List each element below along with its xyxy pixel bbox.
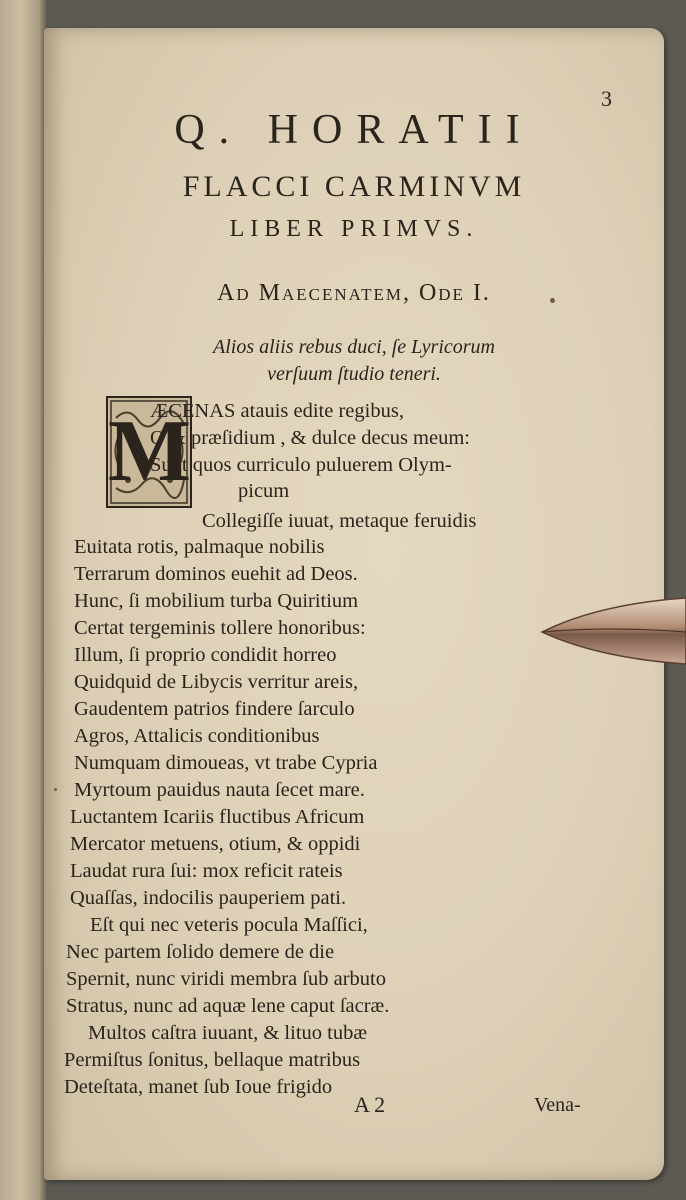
- verse-line-21: Spernit, nunc viridi membra ſub arbuto: [66, 968, 386, 990]
- verse-line-24: Permiſtus ſonitus, bellaque matribus: [64, 1049, 361, 1071]
- paper-speck: [550, 298, 555, 303]
- argument-line-2: verſuum ſtudio teneri.: [267, 363, 441, 385]
- argument-line-1: Alios aliis rebus duci, ſe Lyricorum: [213, 336, 495, 358]
- verse-line-11: Gaudentem patrios findere ſarculo: [74, 698, 355, 720]
- verse-line-23: Multos caſtra iuuant, & lituo tubæ: [88, 1022, 368, 1044]
- verse-line-7: Hunc, ſi mobilium turba Quiritium: [74, 590, 359, 612]
- title-line-3: LIBER PRIMVS.: [229, 216, 479, 242]
- drop-cap-letter: M: [108, 403, 192, 500]
- verse-line-19: Eſt qui nec veteris pocula Maſſici,: [90, 914, 368, 936]
- verse-line-18: Quaſſas, indocilis pauperiem pati.: [70, 887, 347, 909]
- verse-line-8: Certat tergeminis tollere honoribus:: [74, 617, 366, 639]
- verse-line-20: Nec partem ſolido demere de die: [66, 941, 335, 963]
- verse-line-2: O & præſidium , & dulce decus meum:: [150, 427, 470, 449]
- verse-line-22: Stratus, nunc ad aquæ lene caput ſacræ.: [66, 995, 390, 1017]
- metal-pointer-bookmark: [538, 596, 686, 666]
- verse-line-13: Numquam dimoueas, vt trabe Cypria: [74, 752, 378, 774]
- verse-line-12: Agros, Attalicis conditionibus: [74, 725, 320, 747]
- verse-line-3: Sunt quos curriculo puluerem Olym-: [150, 454, 452, 476]
- verse-line-14: Myrtoum pauidus nauta ſecet mare.: [74, 779, 365, 801]
- verse-line-25: Deteſtata, manet ſub Ioue frigido: [64, 1076, 333, 1098]
- verse-line-4: Collegiſſe iuuat, metaque feruidis: [202, 510, 477, 532]
- verse-line-10: Quidquid de Libycis verritur areis,: [74, 671, 359, 693]
- facing-page-edge: [0, 0, 46, 1200]
- paper-speck: [54, 788, 57, 791]
- verse-line-16: Mercator metuens, otium, & oppidi: [70, 833, 361, 855]
- signature-mark: A 2: [354, 1092, 386, 1117]
- verse-line-1: ÆCENAS atauis edite regibus,: [150, 400, 404, 422]
- verse-line-15: Luctantem Icariis fluctibus Africum: [70, 806, 365, 828]
- catchword: Vena-: [534, 1094, 581, 1116]
- verse-line-17: Laudat rura ſui: mox reficit rateis: [70, 860, 343, 882]
- verse-line-5: Euitata rotis, palmaque nobilis: [74, 536, 325, 558]
- title-line-1: Q. HORATII: [174, 107, 534, 153]
- page-number: 3: [601, 86, 612, 111]
- verse-line-3-turnover: picum: [238, 480, 290, 502]
- verse-line-6: Terrarum dominos euehit ad Deos.: [74, 563, 358, 585]
- verse-line-9: Illum, ſi proprio condidit horreo: [74, 644, 337, 666]
- ode-title: Ad Maecenatem, Ode I.: [217, 280, 491, 306]
- title-line-2: FLACCI CARMINVM: [182, 170, 526, 203]
